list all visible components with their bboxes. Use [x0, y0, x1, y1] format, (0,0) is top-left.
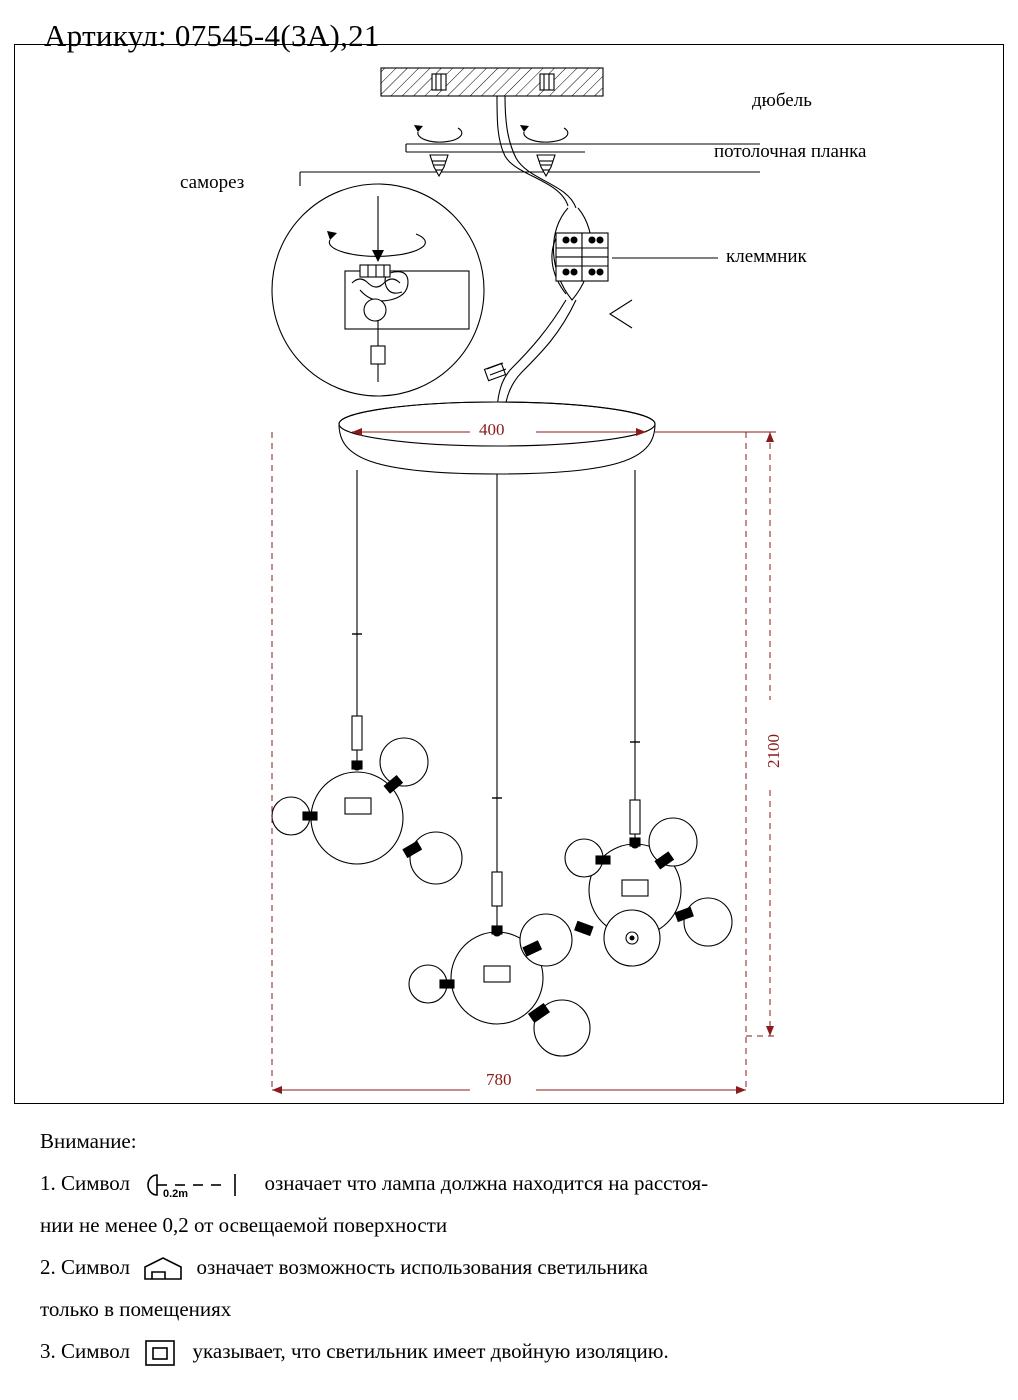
double-square-icon	[141, 1338, 181, 1368]
note-1-text-a: 1. Символ	[40, 1171, 131, 1195]
page-title: Артикул: 07545-4(3A),21	[44, 18, 380, 53]
note-1-text-b: означает что лампа должна находится на расстоя-	[264, 1171, 709, 1195]
label-dowel: дюбель	[752, 90, 812, 111]
note-2-cont: только в помещениях	[40, 1297, 232, 1321]
note-2-text-a: 2. Символ	[40, 1255, 131, 1279]
note-2-text-b: означает возможность использования светильника	[196, 1255, 648, 1279]
house-icon	[141, 1255, 185, 1283]
label-terminal-block: клеммник	[726, 246, 807, 267]
note-1-cont: нии не менее 0,2 от освещаемой поверхности	[40, 1213, 448, 1237]
note-1	[40, 1162, 990, 1204]
dimension-width: 780	[486, 1070, 512, 1089]
svg-text:0.2m: 0.2m	[163, 1188, 189, 1201]
note-2	[40, 1246, 990, 1288]
dimension-canopy-diameter: 400	[479, 420, 505, 439]
note-3	[40, 1330, 990, 1372]
note-3-text-b: указывает, что светильник имеет двойную изоляцию.	[192, 1339, 669, 1363]
notes-block	[40, 1120, 990, 1372]
notes-heading: Внимание:	[40, 1129, 137, 1153]
lamp-distance-icon	[141, 1170, 253, 1200]
dimension-height: 2100	[764, 734, 783, 768]
label-ceiling-plate: потолочная планка	[714, 141, 867, 162]
label-screw: саморез	[180, 172, 245, 193]
note-3-text-a: 3. Символ	[40, 1339, 131, 1363]
